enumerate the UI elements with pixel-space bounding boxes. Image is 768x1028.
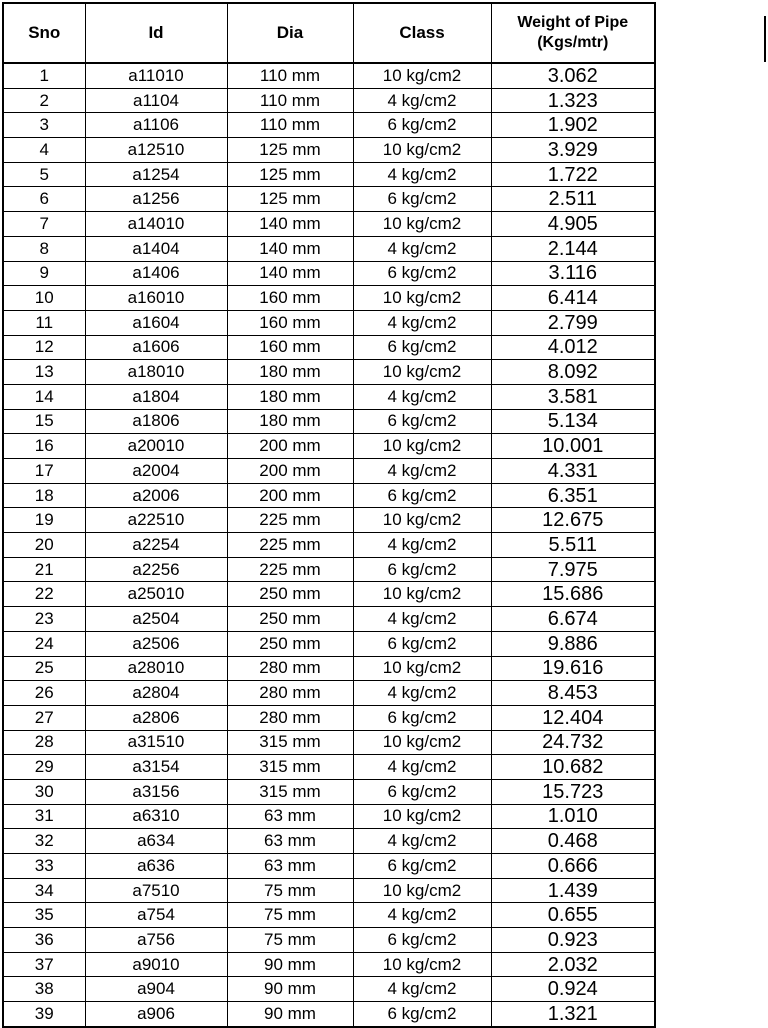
cell-sno: 21 <box>3 557 85 582</box>
cell-weight: 10.682 <box>491 755 655 780</box>
cell-class: 10 kg/cm2 <box>353 656 491 681</box>
cell-sno: 32 <box>3 829 85 854</box>
cell-class: 4 kg/cm2 <box>353 977 491 1002</box>
cell-dia: 315 mm <box>227 779 353 804</box>
column-header-dia: Dia <box>227 3 353 63</box>
cell-class: 4 kg/cm2 <box>353 236 491 261</box>
cell-class: 10 kg/cm2 <box>353 286 491 311</box>
cell-id: a1604 <box>85 310 227 335</box>
table-row <box>3 508 655 533</box>
cell-class: 10 kg/cm2 <box>353 434 491 459</box>
table-row <box>3 928 655 953</box>
cell-id: a1254 <box>85 162 227 187</box>
table-row <box>3 434 655 459</box>
cell-class: 4 kg/cm2 <box>353 829 491 854</box>
table-row <box>3 656 655 681</box>
cell-sno: 35 <box>3 903 85 928</box>
cell-class: 10 kg/cm2 <box>353 730 491 755</box>
cell-weight: 6.674 <box>491 607 655 632</box>
cell-id: a2004 <box>85 459 227 484</box>
cell-id: a634 <box>85 829 227 854</box>
cell-sno: 23 <box>3 607 85 632</box>
table-row <box>3 187 655 212</box>
cell-weight: 1.722 <box>491 162 655 187</box>
cell-sno: 17 <box>3 459 85 484</box>
cell-sno: 8 <box>3 236 85 261</box>
cell-dia: 90 mm <box>227 1002 353 1027</box>
cell-dia: 125 mm <box>227 138 353 163</box>
cell-dia: 180 mm <box>227 384 353 409</box>
cell-id: a2804 <box>85 681 227 706</box>
cell-sno: 9 <box>3 261 85 286</box>
cell-sno: 39 <box>3 1002 85 1027</box>
cell-weight: 1.323 <box>491 88 655 113</box>
cell-sno: 38 <box>3 977 85 1002</box>
cell-sno: 29 <box>3 755 85 780</box>
cell-dia: 315 mm <box>227 730 353 755</box>
cell-weight: 4.905 <box>491 212 655 237</box>
column-header-weight-line2: (Kgs/mtr) <box>537 34 609 51</box>
table-row <box>3 212 655 237</box>
table-row <box>3 952 655 977</box>
cell-weight: 9.886 <box>491 631 655 656</box>
cell-class: 6 kg/cm2 <box>353 705 491 730</box>
cell-weight: 0.666 <box>491 854 655 879</box>
cell-sno: 12 <box>3 335 85 360</box>
cell-class: 10 kg/cm2 <box>353 508 491 533</box>
table-row <box>3 138 655 163</box>
cell-id: a2254 <box>85 533 227 558</box>
table-row <box>3 705 655 730</box>
column-header-sno: Sno <box>3 3 85 63</box>
cell-sno: 36 <box>3 928 85 953</box>
cell-dia: 75 mm <box>227 903 353 928</box>
column-header-weight <box>491 3 655 63</box>
cell-dia: 90 mm <box>227 952 353 977</box>
cell-dia: 250 mm <box>227 631 353 656</box>
cell-dia: 280 mm <box>227 705 353 730</box>
cell-weight: 12.404 <box>491 705 655 730</box>
cell-weight: 4.331 <box>491 459 655 484</box>
cell-sno: 22 <box>3 582 85 607</box>
table-row <box>3 286 655 311</box>
cell-class: 10 kg/cm2 <box>353 804 491 829</box>
cell-class: 4 kg/cm2 <box>353 681 491 706</box>
cell-dia: 63 mm <box>227 804 353 829</box>
cell-weight: 3.929 <box>491 138 655 163</box>
cell-class: 6 kg/cm2 <box>353 1002 491 1027</box>
cell-dia: 200 mm <box>227 434 353 459</box>
cell-dia: 125 mm <box>227 187 353 212</box>
cell-weight: 0.655 <box>491 903 655 928</box>
table-row <box>3 409 655 434</box>
cell-dia: 160 mm <box>227 286 353 311</box>
table-row <box>3 582 655 607</box>
table-header <box>3 3 655 63</box>
cell-sno: 19 <box>3 508 85 533</box>
table-row <box>3 878 655 903</box>
cell-class: 10 kg/cm2 <box>353 878 491 903</box>
cell-sno: 30 <box>3 779 85 804</box>
table-row <box>3 63 655 88</box>
cell-id: a6310 <box>85 804 227 829</box>
table-row <box>3 755 655 780</box>
cell-dia: 63 mm <box>227 854 353 879</box>
cell-dia: 110 mm <box>227 113 353 138</box>
cell-id: a906 <box>85 1002 227 1027</box>
table-row <box>3 360 655 385</box>
cell-weight: 15.686 <box>491 582 655 607</box>
cell-dia: 225 mm <box>227 508 353 533</box>
cell-id: a3154 <box>85 755 227 780</box>
cell-sno: 2 <box>3 88 85 113</box>
cell-dia: 200 mm <box>227 459 353 484</box>
cell-sno: 4 <box>3 138 85 163</box>
cell-class: 6 kg/cm2 <box>353 409 491 434</box>
cell-id: a754 <box>85 903 227 928</box>
cell-class: 4 kg/cm2 <box>353 903 491 928</box>
cell-weight: 1.902 <box>491 113 655 138</box>
table-row <box>3 1002 655 1027</box>
cell-weight: 19.616 <box>491 656 655 681</box>
cell-weight: 2.144 <box>491 236 655 261</box>
cell-weight: 6.351 <box>491 483 655 508</box>
cell-sno: 37 <box>3 952 85 977</box>
cell-weight: 12.675 <box>491 508 655 533</box>
table-row <box>3 903 655 928</box>
cell-id: a1104 <box>85 88 227 113</box>
cell-id: a3156 <box>85 779 227 804</box>
cell-dia: 315 mm <box>227 755 353 780</box>
cell-id: a22510 <box>85 508 227 533</box>
cell-dia: 75 mm <box>227 878 353 903</box>
table-row <box>3 236 655 261</box>
cell-dia: 140 mm <box>227 236 353 261</box>
table-row <box>3 681 655 706</box>
cell-dia: 140 mm <box>227 212 353 237</box>
cell-id: a1804 <box>85 384 227 409</box>
cell-id: a28010 <box>85 656 227 681</box>
cell-weight: 0.468 <box>491 829 655 854</box>
cell-sno: 3 <box>3 113 85 138</box>
cell-dia: 140 mm <box>227 261 353 286</box>
cell-id: a904 <box>85 977 227 1002</box>
cell-sno: 13 <box>3 360 85 385</box>
cell-id: a2506 <box>85 631 227 656</box>
table-row <box>3 779 655 804</box>
cell-id: a2806 <box>85 705 227 730</box>
cell-class: 4 kg/cm2 <box>353 310 491 335</box>
cell-id: a31510 <box>85 730 227 755</box>
cell-dia: 250 mm <box>227 582 353 607</box>
table-row <box>3 829 655 854</box>
table-row <box>3 854 655 879</box>
table-row <box>3 804 655 829</box>
cell-class: 10 kg/cm2 <box>353 582 491 607</box>
pipe-weight-table <box>2 2 656 1028</box>
cell-sno: 28 <box>3 730 85 755</box>
cell-id: a9010 <box>85 952 227 977</box>
cell-dia: 280 mm <box>227 656 353 681</box>
cell-id: a1256 <box>85 187 227 212</box>
cell-dia: 180 mm <box>227 409 353 434</box>
cell-id: a7510 <box>85 878 227 903</box>
cell-weight: 3.581 <box>491 384 655 409</box>
cell-id: a2504 <box>85 607 227 632</box>
cell-id: a756 <box>85 928 227 953</box>
column-header-id: Id <box>85 3 227 63</box>
table-row <box>3 557 655 582</box>
cell-weight: 1.010 <box>491 804 655 829</box>
cell-weight: 15.723 <box>491 779 655 804</box>
cell-sno: 1 <box>3 63 85 88</box>
cell-sno: 11 <box>3 310 85 335</box>
table-body <box>3 63 655 1027</box>
cell-id: a1406 <box>85 261 227 286</box>
cell-class: 6 kg/cm2 <box>353 557 491 582</box>
table-row <box>3 533 655 558</box>
cell-class: 6 kg/cm2 <box>353 779 491 804</box>
cell-weight: 2.511 <box>491 187 655 212</box>
cell-sno: 25 <box>3 656 85 681</box>
cell-weight: 0.924 <box>491 977 655 1002</box>
cell-weight: 10.001 <box>491 434 655 459</box>
cell-weight: 3.116 <box>491 261 655 286</box>
cell-sno: 33 <box>3 854 85 879</box>
cell-id: a18010 <box>85 360 227 385</box>
cell-class: 10 kg/cm2 <box>353 360 491 385</box>
cell-weight: 3.062 <box>491 63 655 88</box>
cell-sno: 18 <box>3 483 85 508</box>
cell-id: a25010 <box>85 582 227 607</box>
cell-dia: 280 mm <box>227 681 353 706</box>
cell-class: 10 kg/cm2 <box>353 212 491 237</box>
cell-id: a1404 <box>85 236 227 261</box>
cell-class: 6 kg/cm2 <box>353 483 491 508</box>
cell-class: 6 kg/cm2 <box>353 113 491 138</box>
cell-weight: 1.439 <box>491 878 655 903</box>
cell-sno: 7 <box>3 212 85 237</box>
cell-weight: 2.799 <box>491 310 655 335</box>
cell-dia: 180 mm <box>227 360 353 385</box>
cell-dia: 225 mm <box>227 557 353 582</box>
cell-class: 6 kg/cm2 <box>353 187 491 212</box>
cell-class: 4 kg/cm2 <box>353 384 491 409</box>
table-row <box>3 261 655 286</box>
cell-sno: 6 <box>3 187 85 212</box>
cell-dia: 200 mm <box>227 483 353 508</box>
table-row <box>3 607 655 632</box>
cell-sno: 16 <box>3 434 85 459</box>
cell-weight: 8.453 <box>491 681 655 706</box>
column-header-weight-line1: Weight of Pipe <box>517 14 629 31</box>
cell-dia: 90 mm <box>227 977 353 1002</box>
cell-class: 6 kg/cm2 <box>353 335 491 360</box>
cell-sno: 20 <box>3 533 85 558</box>
table-row <box>3 631 655 656</box>
table-row <box>3 384 655 409</box>
cell-dia: 160 mm <box>227 310 353 335</box>
cell-id: a1606 <box>85 335 227 360</box>
cell-weight: 5.134 <box>491 409 655 434</box>
cell-dia: 75 mm <box>227 928 353 953</box>
table-row <box>3 459 655 484</box>
cell-class: 10 kg/cm2 <box>353 952 491 977</box>
cell-id: a1806 <box>85 409 227 434</box>
table-row <box>3 113 655 138</box>
cell-dia: 110 mm <box>227 63 353 88</box>
cell-sno: 15 <box>3 409 85 434</box>
cell-sno: 24 <box>3 631 85 656</box>
cell-sno: 34 <box>3 878 85 903</box>
cell-sno: 27 <box>3 705 85 730</box>
cell-id: a636 <box>85 854 227 879</box>
cell-dia: 125 mm <box>227 162 353 187</box>
cell-weight: 8.092 <box>491 360 655 385</box>
cell-id: a2006 <box>85 483 227 508</box>
cell-class: 6 kg/cm2 <box>353 261 491 286</box>
table-row <box>3 310 655 335</box>
cell-class: 10 kg/cm2 <box>353 138 491 163</box>
cell-weight: 4.012 <box>491 335 655 360</box>
cell-id: a12510 <box>85 138 227 163</box>
cell-sno: 31 <box>3 804 85 829</box>
cell-dia: 63 mm <box>227 829 353 854</box>
cell-dia: 250 mm <box>227 607 353 632</box>
cell-weight: 1.321 <box>491 1002 655 1027</box>
cell-sno: 5 <box>3 162 85 187</box>
cell-id: a2256 <box>85 557 227 582</box>
cell-weight: 2.032 <box>491 952 655 977</box>
cell-id: a20010 <box>85 434 227 459</box>
cell-class: 4 kg/cm2 <box>353 88 491 113</box>
cell-weight: 0.923 <box>491 928 655 953</box>
cell-weight: 5.511 <box>491 533 655 558</box>
cell-class: 6 kg/cm2 <box>353 854 491 879</box>
cell-sno: 26 <box>3 681 85 706</box>
table-row <box>3 730 655 755</box>
cell-id: a11010 <box>85 63 227 88</box>
column-header-class: Class <box>353 3 491 63</box>
cell-class: 4 kg/cm2 <box>353 755 491 780</box>
cell-class: 10 kg/cm2 <box>353 63 491 88</box>
cell-class: 4 kg/cm2 <box>353 162 491 187</box>
cell-weight: 7.975 <box>491 557 655 582</box>
cell-id: a16010 <box>85 286 227 311</box>
cell-border-fragment <box>764 16 766 62</box>
cell-class: 6 kg/cm2 <box>353 631 491 656</box>
cell-dia: 110 mm <box>227 88 353 113</box>
cell-dia: 160 mm <box>227 335 353 360</box>
table-row <box>3 335 655 360</box>
cell-dia: 225 mm <box>227 533 353 558</box>
cell-sno: 10 <box>3 286 85 311</box>
cell-weight: 24.732 <box>491 730 655 755</box>
cell-class: 4 kg/cm2 <box>353 533 491 558</box>
table-row <box>3 162 655 187</box>
cell-class: 4 kg/cm2 <box>353 607 491 632</box>
table-row <box>3 977 655 1002</box>
header-row <box>3 3 655 63</box>
cell-class: 6 kg/cm2 <box>353 928 491 953</box>
table-row <box>3 483 655 508</box>
table-row <box>3 88 655 113</box>
cell-class: 4 kg/cm2 <box>353 459 491 484</box>
cell-weight: 6.414 <box>491 286 655 311</box>
cell-id: a1106 <box>85 113 227 138</box>
cell-id: a14010 <box>85 212 227 237</box>
cell-sno: 14 <box>3 384 85 409</box>
